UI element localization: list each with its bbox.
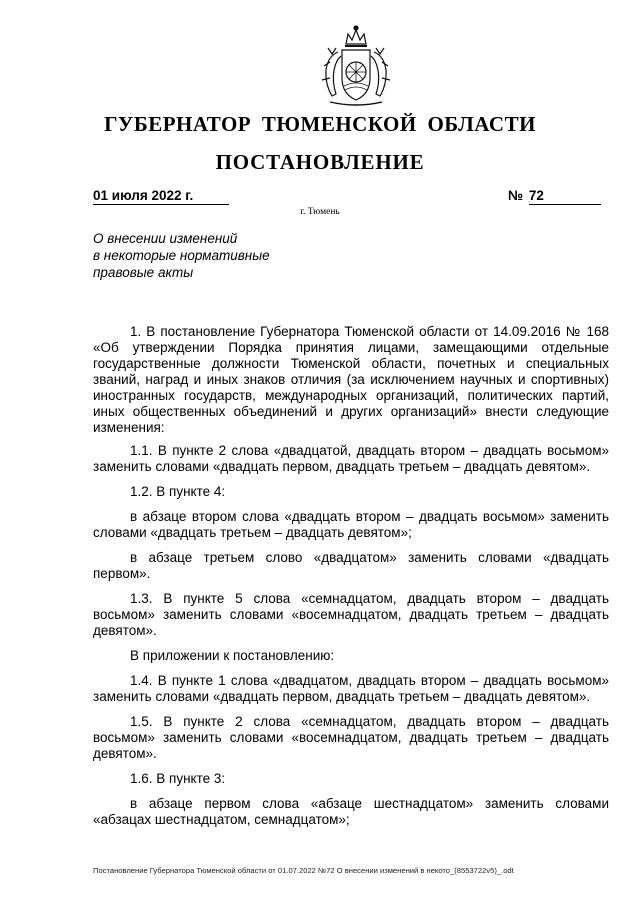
body-paragraph: 1.5. В пункте 2 слова «семнадцатом, двадцать втором – двадцать восьмом» заменить словами «восемнадцатом, двадцать третьем – двадцать девятом». [93, 714, 609, 761]
document-number [508, 188, 604, 205]
coat-of-arms-icon [308, 22, 404, 110]
body-paragraph: 1. В постановление Губернатора Тюменской области от 14.09.2016 № 168 «Об утверждении Порядка принятия лицами, замещающими отдельные государственные должности Тюменской области, почетных и специальных званий, наград и иных знаков отличия (за исключением научных и спортивных) иностранных государств, международных организаций, политических партий, иных общественных объединений и других организаций» внести следующие изменения: [93, 324, 609, 435]
body-paragraph: 1.6. В пункте 3: [130, 771, 226, 786]
document-subject [93, 230, 323, 281]
body-paragraph: В приложении к постановлению: [130, 648, 335, 663]
body-paragraph: в абзаце втором слова «двадцать втором – двадцать восьмом» заменить словами «двадцать третьем – двадцать девятом»; [93, 509, 609, 540]
body-paragraph: 1.3. В пункте 5 слова «семнадцатом, двадцать втором – двадцать восьмом» заменить словами «восемнадцатом, двадцать третьем – двадцать девятом». [93, 591, 609, 638]
document-date: 01 июля 2022 г. [93, 188, 229, 205]
subject-line: О внесении изменений [93, 231, 238, 246]
body-paragraph: в абзаце третьем слово «двадцатом» заменить словами «двадцать первом». [93, 550, 609, 581]
city-label: г. Тюмень [300, 207, 340, 217]
document-body [93, 324, 609, 837]
body-paragraph: 1.1. В пункте 2 слова «двадцатой, двадцать втором – двадцать восьмом» заменить словами «двадцать первом, двадцать третьем – двадцать девятом». [93, 443, 609, 474]
organization-title: ГУБЕРНАТОР ТЮМЕНСКОЙ ОБЛАСТИ [104, 112, 536, 136]
body-paragraph: в абзаце первом слова «абзаце шестнадцатом» заменить словами «абзацах шестнадцатом, семнадцатом»; [93, 796, 609, 827]
body-paragraph: 1.4. В пункте 1 слова «двадцатом, двадцать втором – двадцать восьмом» заменить словами «двадцать первом, двадцать третьем – двадцать девятом». [93, 673, 609, 704]
number-value: 72 [529, 188, 601, 205]
subject-line: правовые акты [93, 265, 194, 280]
document-type: ПОСТАНОВЛЕНИЕ [215, 150, 425, 174]
number-prefix: № [508, 188, 524, 203]
subject-line: в некоторые нормативные [93, 248, 270, 263]
page-footer: Постановление Губернатора Тюменской области от 01.07.2022 №72 О внесении изменений в некото_(8553722v5)_.odt [93, 866, 514, 875]
body-paragraph: 1.2. В пункте 4: [130, 484, 226, 499]
